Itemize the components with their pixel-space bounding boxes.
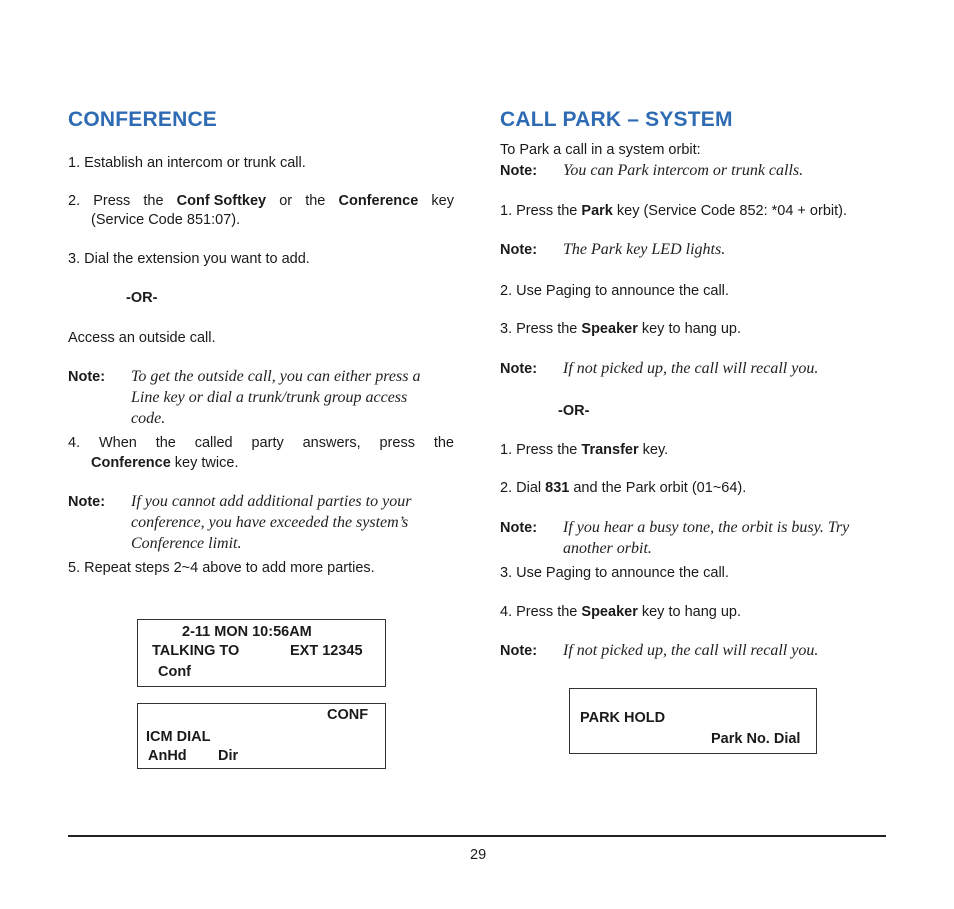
lcd-conf-label: CONF (327, 707, 369, 723)
conference-step-2-service-code: (Service Code 851:07). (91, 212, 241, 228)
call-park-or-separator: -OR- (558, 403, 590, 419)
conference-step-4-continued: Conference key twice. (91, 455, 239, 471)
lcd-softkey-dir: Dir (218, 748, 239, 764)
call-park-note-4-line-1: If you hear a busy tone, the orbit is busy. Try (563, 519, 850, 536)
lcd-date-time: 2-11 MON 10:56AM (182, 624, 312, 640)
call-park-step-3: 3. Press the Speaker key to hang up. (500, 321, 742, 337)
call-park-alt-step-3: 3. Use Paging to announce the call. (500, 565, 729, 581)
conference-note-1-line-2: Line key or dial a trunk/trunk group access (131, 389, 408, 406)
conference-step-1: 1. Establish an intercom or trunk call. (68, 155, 306, 171)
conference-note-1-line-1: To get the outside call, you can either press a (131, 368, 421, 385)
call-park-alt-step-4: 4. Press the Speaker key to hang up. (500, 604, 742, 620)
call-park-note-1-text: You can Park intercom or trunk calls. (563, 162, 804, 179)
conference-access-outside: Access an outside call. (68, 330, 216, 346)
call-park-note-4-label: Note: (500, 520, 538, 536)
conference-step-2: 2. Press the Conf Softkey or the Conference key (68, 193, 454, 209)
call-park-alt-step-2: 2. Dial 831 and the Park orbit (01~64). (500, 480, 747, 496)
conference-heading: CONFERENCE (68, 108, 218, 131)
conf-softkey-label: Conf Softkey (176, 193, 267, 209)
call-park-note-4-line-2: another orbit. (563, 540, 652, 557)
conference-step-5: 5. Repeat steps 2~4 above to add more parties. (68, 560, 375, 576)
lcd-icm-dial: ICM DIAL (146, 729, 211, 745)
conference-step-3: 3. Dial the extension you want to add. (68, 251, 310, 267)
lcd-extension: EXT 12345 (290, 643, 363, 659)
conference-step-4: 4. When the called party answers, press the (68, 435, 454, 451)
call-park-note-2-text: The Park key LED lights. (563, 241, 726, 258)
lcd-display-conf (137, 703, 386, 769)
call-park-note-1-label: Note: (500, 163, 538, 179)
conference-note-2-line-1: If you cannot add additional parties to your (131, 493, 412, 510)
lcd-display-park-hold (569, 688, 817, 754)
call-park-note-3-text: If not picked up, the call will recall you. (563, 360, 819, 377)
page-number: 29 (470, 847, 487, 863)
call-park-alt-step-1: 1. Press the Transfer key. (500, 442, 669, 458)
lcd-softkey-anhd: AnHd (148, 748, 187, 764)
conference-note-1-label: Note: (68, 369, 106, 385)
lcd-conf-softkey: Conf (158, 664, 192, 680)
call-park-heading: CALL PARK – SYSTEM (500, 108, 733, 131)
call-park-intro: To Park a call in a system orbit: (500, 142, 701, 158)
call-park-note-3-label: Note: (500, 361, 538, 377)
conference-note-2-line-2: conference, you have exceeded the system’s (131, 514, 409, 531)
conference-note-2-label: Note: (68, 494, 106, 510)
lcd-talking-to: TALKING TO (152, 643, 240, 659)
call-park-note-5-label: Note: (500, 643, 538, 659)
call-park-note-5-text: If not picked up, the call will recall you. (563, 642, 819, 659)
lcd-park-hold: PARK HOLD (580, 710, 666, 726)
conference-key-label: Conference (338, 193, 419, 209)
call-park-step-2: 2. Use Paging to announce the call. (500, 283, 729, 299)
lcd-display-talking (137, 619, 386, 687)
call-park-note-2-label: Note: (500, 242, 538, 258)
conference-or-separator: -OR- (126, 290, 158, 306)
conference-note-2-line-3: Conference limit. (131, 535, 242, 552)
footer-divider (68, 835, 886, 837)
call-park-step-1: 1. Press the Park key (Service Code 852: *04 + orbit). (500, 203, 847, 219)
conference-note-1-line-3: code. (131, 410, 166, 427)
lcd-park-no-dial: Park No. Dial (711, 731, 801, 747)
